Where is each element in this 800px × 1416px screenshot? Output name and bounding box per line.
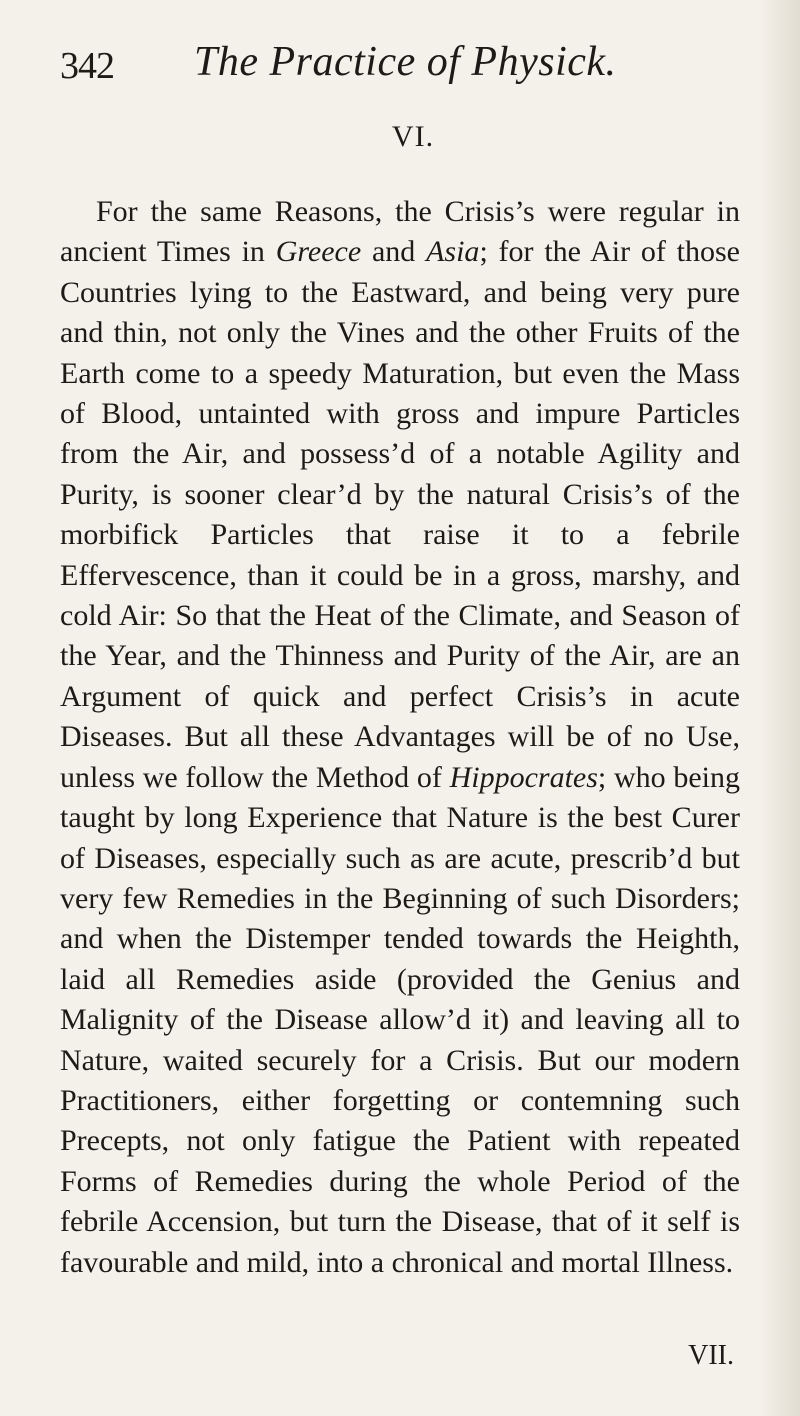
page-number: 342 <box>60 45 114 87</box>
section-heading: VI. <box>391 120 435 153</box>
running-title: The Practice of Physick. <box>194 39 617 85</box>
body-text-segment: For the same Reasons, the Crisis’s were regular in ancient Times in <box>60 195 740 269</box>
body-text-segment: and <box>361 235 427 269</box>
place-name-greece: Greece <box>275 235 362 269</box>
author-name: Hippocrates <box>449 760 598 794</box>
body-text-segment: ; for the Air of those Countries lying to the Eastward, and being very pure and thin, not only the Vines and the other Fruits of the Earth come to a speedy Maturation, but even the Mass of Blood, untainted with gross and impure Particles from the Air, and possess’d of a notable Agility and Purity, is sooner clear’d by the natural Crisis’s of the morbifick Particles that raise it to a febrile Effervescence, than it could be in a gross, marshy, and cold Air: So that the Heat of the Climate, and Season of the Year, and the Thinness and Purity of the Air, are an Argument of quick and perfect Crisis’s in acute Diseases. But all these Advantages will be of no Use, unless we follow the Method of <box>60 235 740 794</box>
body-text-segment: ; who being taught by long Experience that Nature is the best Curer of Diseases, especially such as are acute, prescrib’d but very few Remedies in the Beginning of such Disorders; and when the Distemper tended towards the Heighth, laid all Remedies aside (provided the Genius and Malignity of the Disease allow’d it) and leaving all to Nature, waited securely for a Crisis. But our modern Practitioners, either forgetting or contemning such Precepts, not only fatigue the Patient with repeated Forms of Remedies during the whole Period of the febrile Accension, but turn the Disease, that of it self is favourable and mild, into a chronical and mortal Illness. <box>60 760 740 1279</box>
catchword: VII. <box>688 1340 734 1371</box>
place-name-asia: Asia <box>426 235 480 269</box>
page-header <box>60 38 740 102</box>
body-paragraph <box>60 192 740 1283</box>
